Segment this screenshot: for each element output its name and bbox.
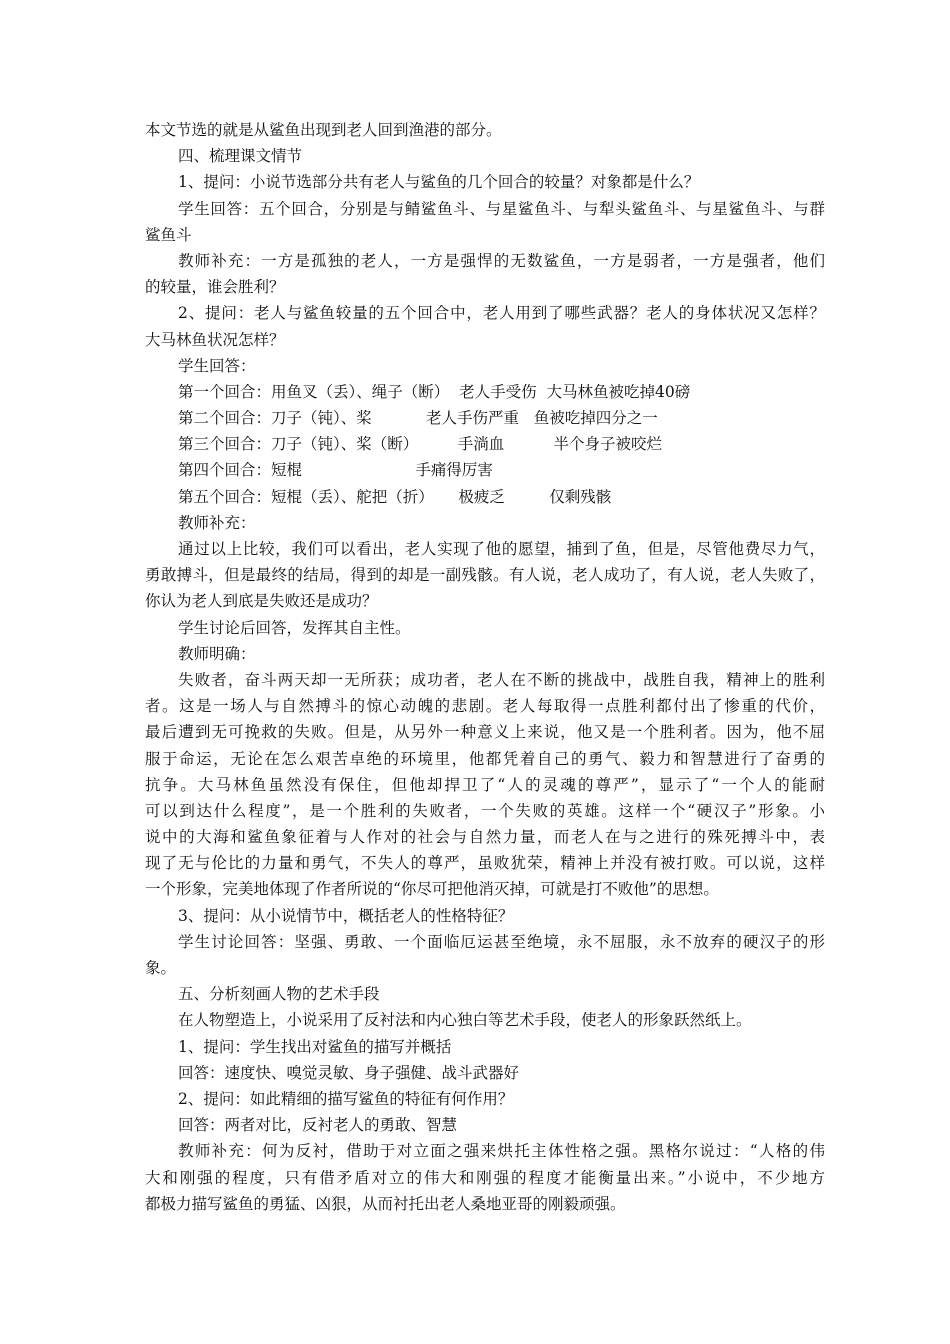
text-line: 学生讨论后回答，发挥其自主性。 (178, 618, 411, 637)
text-line: 大马林鱼状况怎样？ (145, 330, 285, 349)
question-line: 1、提问：小说节选部分共有老人与鲨鱼的几个回合的较量？对象都是什么？ (178, 173, 700, 192)
text-line: 鲨鱼斗 (145, 225, 192, 244)
round-weapons: 第五个回合：短棍（丢）、舵把（折） (178, 487, 434, 506)
text-line: 学生讨论回答：坚强、勇敢、一个面临厄运甚至绝境，永不屈服，永不放弃的硬汉子的形 (178, 932, 825, 951)
text-line: 教师补充：何为反衬，借助于对立面之强来烘托主体性格之强。黑格尔说过：“人格的伟 (178, 1142, 825, 1161)
text-line: 学生回答： (178, 356, 256, 375)
round-weapons: 第二个回合：刀子（钝）、桨 (178, 409, 372, 428)
round-old-man: 手淌血 (457, 435, 505, 454)
round-weapons: 第一个回合：用鱼叉（丢）、绳子（断） (178, 382, 450, 401)
round-row (145, 484, 825, 510)
text-line: 一个形象，完美地体现了作者所说的“你尽可把他消灭掉，可就是打不败他”的思想。 (145, 880, 719, 899)
question-line: 2、提问：老人与鲨鱼较量的五个回合中，老人用到了哪些武器？老人的身体状况又怎样？ (178, 304, 825, 323)
text-line: 可以到达什么程度”，是一个胜利的失败者，一个失败的英雄。这样一个“硬汉子”形象。小 (145, 801, 825, 820)
round-fish: 鱼被吃掉四分之一 (533, 409, 658, 428)
round-old-man: 极疲乏 (458, 487, 505, 506)
text-line: 现了无与伦比的力量和勇气，不失人的尊严，虽败犹荣，精神上并没有被打败。可以说，这样 (145, 854, 825, 873)
text-line: 者。这是一场人与自然搏斗的惊心动魄的悲剧。老人每取得一点胜利都付出了惨重的代价， (145, 697, 825, 716)
round-row (145, 405, 825, 431)
text-line: 教师明确： (178, 644, 256, 663)
round-old-man: 手痛得厉害 (415, 461, 493, 480)
text-line: 勇敢搏斗，但是最终的结局，得到的却是一副残骸。有人说，老人成功了，有人说，老人失败了， (145, 566, 825, 585)
text-line: 通过以上比较，我们可以看出，老人实现了他的愿望，捕到了鱼，但是，尽管他费尽力气， (178, 540, 825, 558)
question-line: 3、提问：从小说情节中，概括老人的性格特征？ (178, 906, 514, 925)
text-line: 象。 (145, 959, 177, 977)
round-fish: 半个身子被咬烂 (553, 435, 662, 454)
question-line: 2、提问：如此精细的描写鲨鱼的特征有何作用？ (178, 1089, 514, 1108)
question-line: 1、提问：学生找出对鲨鱼的描写并概括 (178, 1037, 452, 1056)
text-line: 失败者，奋斗两天却一无所获；成功者，老人在不断的挑战中，战胜自我，精神上的胜利 (178, 670, 825, 689)
text-line: 回答：两者对比，反衬老人的勇敢、智慧 (178, 1116, 458, 1135)
round-old-man: 老人手伤严重 (425, 409, 519, 428)
text-line: 本文节选的就是从鲨鱼出现到老人回到渔港的部分。 (145, 121, 502, 139)
text-line: 在人物塑造上，小说采用了反衬法和内心独白等艺术手段，使老人的形象跃然纸上。 (178, 1011, 752, 1030)
round-row (145, 431, 825, 457)
text-line: 教师补充： (178, 513, 256, 532)
round-old-man: 老人手受伤 (459, 382, 537, 401)
round-row (145, 379, 825, 405)
text-line: 学生回答：五个回合，分别是与鲭鲨鱼斗、与星鲨鱼斗、与犁头鲨鱼斗、与星鲨鱼斗、与群 (178, 199, 825, 218)
text-line: 回答：速度快、嗅觉灵敏、身子强健、战斗武器好 (178, 1063, 520, 1082)
text-line: 教师补充：一方是孤独的老人，一方是强悍的无数鲨鱼，一方是弱者，一方是强者，他们 (178, 251, 825, 270)
text-line: 最后遭到无可挽救的失败。但是，从另外一种意义上来说，他又是一个胜利者。因为，他不屈 (145, 723, 825, 742)
text-line: 大和刚强的程度，只有借矛盾对立的伟大和刚强的程度才能衡量出来。”小说中，不少地方 (145, 1168, 825, 1187)
round-row (145, 457, 825, 483)
round-fish: 仅剩残骸 (549, 487, 612, 506)
text-line: 你认为老人到底是失败还是成功？ (145, 592, 378, 611)
text-line: 都极力描写鲨鱼的勇猛、凶狠，从而衬托出老人桑地亚哥的刚毅顽强。 (145, 1194, 626, 1213)
text-line: 的较量，谁会胜利？ (145, 278, 285, 297)
section-heading: 五、分析刻画人物的艺术手段 (178, 985, 380, 1004)
round-weapons: 第三个回合：刀子（钝）、桨（断） (178, 435, 419, 454)
text-line: 抗争。大马林鱼虽然没有保住，但他却捍卫了“人的灵魂的尊严”，显示了“一个人的能耐 (145, 775, 825, 794)
round-fish: 大马林鱼被吃掉40磅 (546, 382, 691, 401)
text-line: 说中的大海和鲨鱼象征着与人作对的社会与自然力量，而老人在与之进行的殊死搏斗中，表 (145, 828, 825, 847)
section-heading: 四、梳理课文情节 (178, 147, 303, 166)
text-line: 服于命运，无论在怎么艰苦卓绝的环境里，他都凭着自己的勇气、毅力和智慧进行了奋勇的 (145, 749, 825, 768)
round-weapons: 第四个回合：短棍 (178, 461, 303, 480)
document-page (145, 117, 825, 1217)
